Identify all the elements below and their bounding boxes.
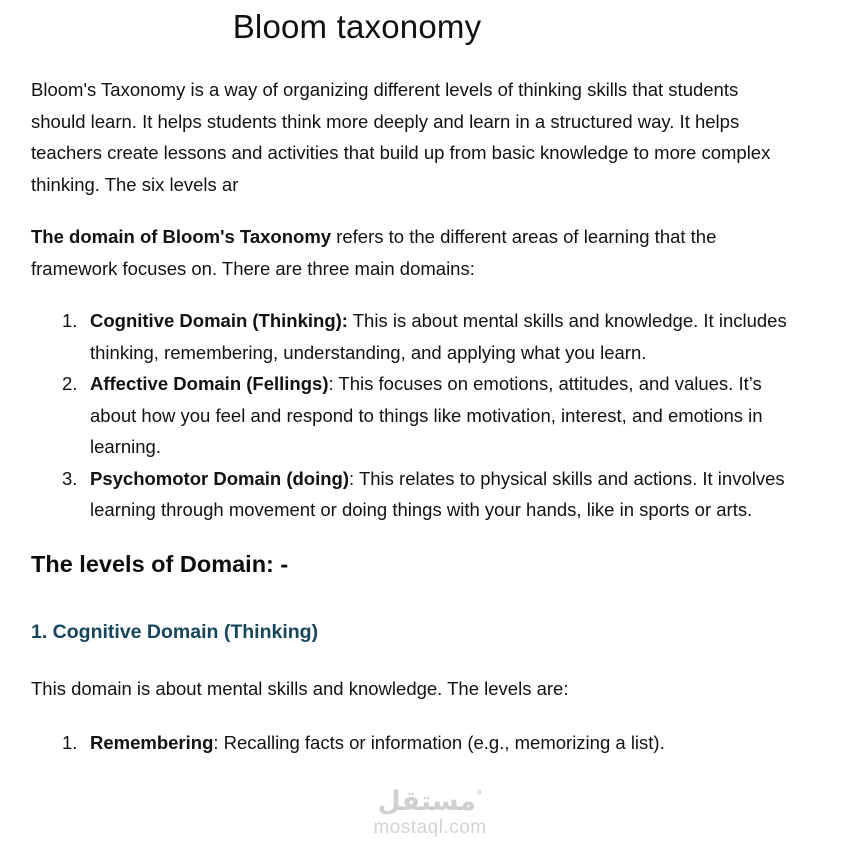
domains-paragraph-rest: refers to the different areas of learning that the framework focuses on. There are three main domains: [31,226,717,279]
cognitive-intro-paragraph: This domain is about mental skills and knowledge. The levels are: [31,677,569,699]
list-item-cognitive [62,305,787,368]
list-item-lead: Psychomotor Domain (doing) [90,467,349,489]
document-title: Bloom taxonomy [232,8,482,45]
list-item-rest: : This focuses on emotions, attitudes, and values. It’s about how you feel and respond to things like motivation, interest, and emotions in learning. [90,373,763,457]
list-item-lead: Remembering [90,732,214,753]
watermark-arabic-logo [352,782,508,817]
document-content [31,6,787,759]
list-item-remembering [62,727,787,759]
list-number: 2. [62,373,78,394]
list-item-rest: : Recalling facts or information (e.g., memorizing a list). [213,732,665,753]
list-item-text [90,368,787,463]
list-item-rest: This is about mental skills and knowledge. It includes thinking, remembering, understanding, and applying what you learn. [90,310,787,363]
domains-paragraph-lead: The domain of Bloom's Taxonomy [31,226,332,247]
list-item-affective [62,368,787,463]
levels-of-domain-heading: The levels of Domain: - [31,550,289,577]
intro-paragraph: Bloom's Taxonomy is a way of organizing different levels of thinking skills that students should learn. It helps students think more deeply and learn in a structured way. It helps teachers create lessons and activities that build up from basic knowledge to more complex thinking. The six levels ar [31,79,771,195]
domains-list [31,305,787,526]
list-item-lead: Cognitive Domain (Thinking): [90,310,348,331]
watermark-ring-icon: ° [476,789,483,804]
list-number: 1. [62,732,78,753]
cognitive-levels-list [31,727,787,759]
watermark-domain-text: mostaql.com [373,817,487,838]
cognitive-domain-heading: 1. Cognitive Domain (Thinking) [31,620,319,643]
list-item-text [90,463,787,526]
list-number: 1. [62,310,78,331]
list-item-psychomotor [62,463,787,526]
list-number: 3. [62,467,78,489]
watermark [352,782,508,839]
list-item-lead: Affective Domain (Fellings) [90,373,329,394]
list-item-text [90,727,665,759]
domains-paragraph [31,221,787,284]
watermark-arabic-text: مستقل [377,786,477,817]
list-item-text [90,305,787,368]
list-item-rest: : This relates to physical skills and actions. It involves learning through movement or doing things with your hands, like in sports or arts. [90,467,785,520]
